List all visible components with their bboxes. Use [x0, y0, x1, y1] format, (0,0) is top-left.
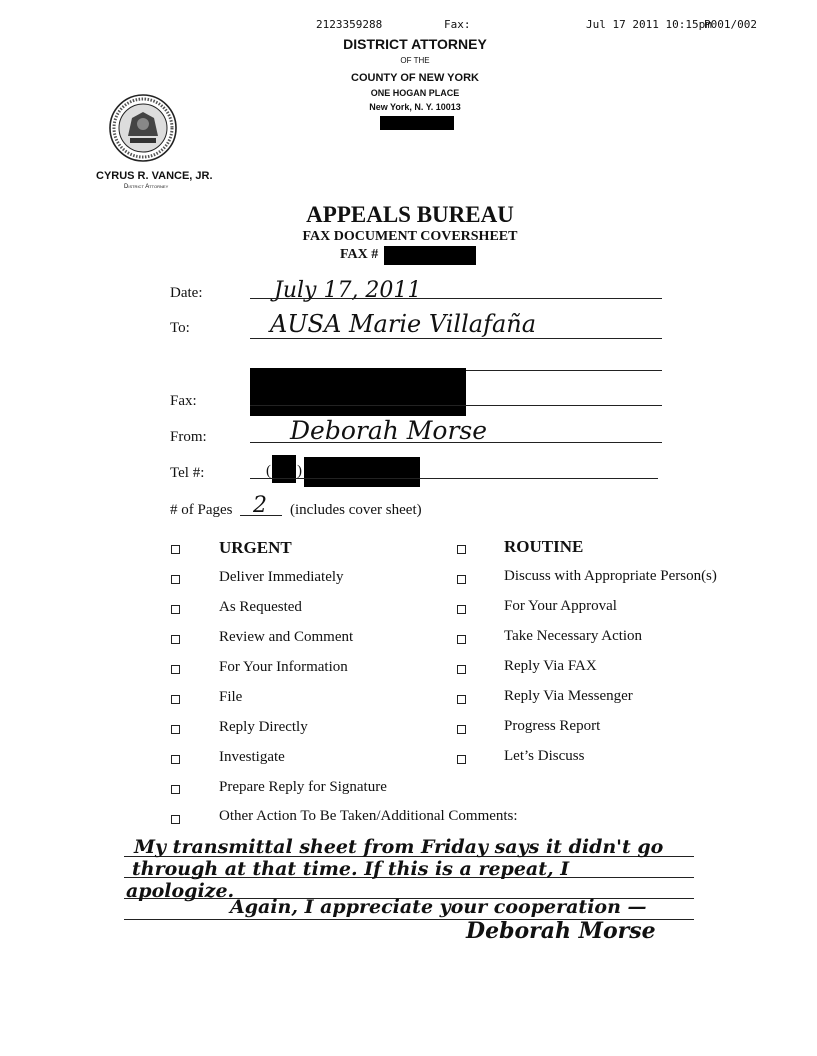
option-checkbox[interactable]: [171, 635, 180, 644]
county-seal-icon: [108, 92, 178, 164]
routine-header: ROUTINE: [504, 537, 584, 556]
fax-field-label: Fax:: [170, 393, 197, 409]
option-checkbox[interactable]: [457, 695, 466, 704]
option-discuss-with-person: Discuss with Appropriate Person(s): [504, 568, 717, 584]
option-checkbox[interactable]: [171, 665, 180, 674]
option-checkbox[interactable]: [457, 605, 466, 614]
date-line: [250, 298, 662, 299]
from-value[interactable]: Deborah Morse: [290, 416, 488, 445]
redacted-fax: [250, 368, 466, 416]
option-take-necessary-action: Take Necessary Action: [504, 628, 643, 644]
option-checkbox[interactable]: [171, 605, 180, 614]
tel-line: [250, 478, 658, 479]
option-other-action: Other Action To Be Taken/Additional Comments:: [219, 808, 518, 824]
to-label: To:: [170, 320, 190, 336]
option-reply-via-fax: Reply Via FAX: [504, 658, 597, 674]
option-progress-report: Progress Report: [504, 718, 601, 734]
option-review-and-comment: Review and Comment: [219, 629, 354, 645]
signature: Deborah Morse: [466, 918, 656, 944]
comment-text-2: through at that time. If this is a repeat, I: [132, 858, 570, 880]
pages-label: # of Pages: [170, 502, 233, 518]
date-label: Date:: [170, 285, 203, 301]
comment-text-4: Again, I appreciate your cooperation —: [230, 896, 647, 918]
letterhead-county: COUNTY OF NEW YORK: [351, 72, 479, 84]
option-checkbox[interactable]: [457, 725, 466, 734]
letterhead-address: ONE HOGAN PLACE: [370, 88, 460, 98]
option-for-your-approval: For Your Approval: [504, 598, 617, 614]
tel-paren-close: ): [297, 463, 302, 479]
option-checkbox[interactable]: [457, 665, 466, 674]
from-line: [250, 442, 662, 443]
to-value[interactable]: AUSA Marie Villafaña: [270, 310, 537, 338]
bureau-fax-label: FAX #: [340, 247, 379, 262]
letterhead-city: New York, N. Y. 10013: [369, 102, 461, 112]
fax-timestamp: Jul 17 2011 10:15pm: [586, 18, 712, 31]
option-checkbox[interactable]: [457, 635, 466, 644]
routine-checkbox[interactable]: [457, 545, 466, 554]
da-name: CYRUS R. VANCE, JR.: [96, 170, 213, 182]
option-as-requested: As Requested: [219, 599, 302, 615]
option-checkbox[interactable]: [457, 575, 466, 584]
fax-label: Fax:: [444, 18, 471, 31]
urgent-header: URGENT: [219, 538, 292, 557]
option-checkbox[interactable]: [171, 725, 180, 734]
fax-page: P001/002: [704, 18, 757, 31]
from-label: From:: [170, 429, 207, 445]
option-checkbox[interactable]: [171, 695, 180, 704]
option-lets-discuss: Let’s Discuss: [504, 748, 585, 764]
option-checkbox[interactable]: [457, 755, 466, 764]
option-file: File: [219, 689, 243, 705]
option-for-your-information: For Your Information: [219, 659, 348, 675]
option-reply-directly: Reply Directly: [219, 719, 308, 735]
option-prepare-reply: Prepare Reply for Signature: [219, 779, 387, 795]
comment-text-3: apologize.: [126, 880, 235, 902]
option-reply-via-messenger: Reply Via Messenger: [504, 688, 633, 704]
date-value[interactable]: July 17, 2011: [274, 278, 422, 303]
redacted-phone: [380, 116, 454, 130]
redacted-fax-number: [384, 246, 476, 265]
redacted-tel-number: [304, 457, 420, 487]
tel-label: Tel #:: [170, 465, 205, 481]
pages-value[interactable]: 2: [253, 493, 267, 518]
option-checkbox[interactable]: [171, 815, 180, 824]
pages-line: [240, 515, 282, 516]
da-title: District Attorney: [124, 184, 169, 190]
option-checkbox[interactable]: [171, 785, 180, 794]
fax-line: [250, 405, 662, 406]
letterhead-title: DISTRICT ATTORNEY: [343, 36, 487, 52]
option-checkbox[interactable]: [171, 755, 180, 764]
option-checkbox[interactable]: [171, 575, 180, 584]
fax-phone: 2123359288: [316, 18, 383, 31]
to-line: [250, 338, 662, 339]
coversheet-title: FAX DOCUMENT COVERSHEET: [302, 229, 518, 244]
option-deliver-immediately: Deliver Immediately: [219, 569, 344, 585]
pages-note: (includes cover sheet): [290, 502, 422, 518]
letterhead-of-the: OF THE: [400, 56, 430, 65]
tel-paren-open: (: [266, 463, 271, 479]
comment-text-1: My transmittal sheet from Friday says it didn't go: [134, 836, 664, 858]
option-investigate: Investigate: [219, 749, 285, 765]
bureau-title: APPEALS BUREAU: [306, 202, 514, 227]
urgent-checkbox[interactable]: [171, 545, 180, 554]
